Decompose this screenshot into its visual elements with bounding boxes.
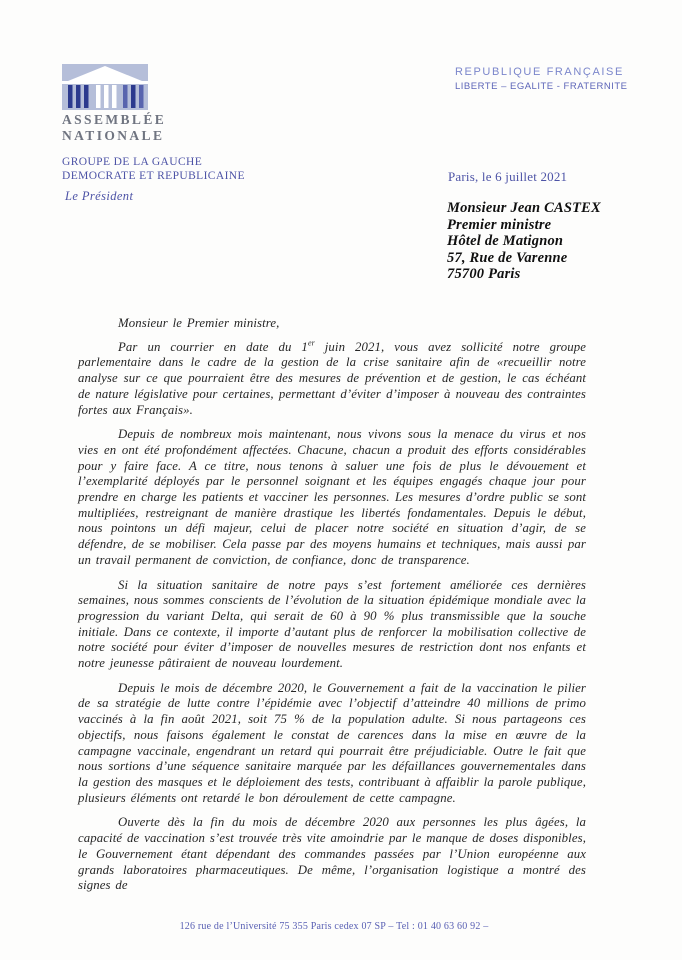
republic-title: REPUBLIQUE FRANÇAISE [455, 66, 624, 78]
recipient-line: Monsieur Jean CASTEX [447, 200, 601, 216]
assembly-name-line1: ASSEMBLÉE [62, 112, 167, 127]
group-name-line2: DEMOCRATE ET REPUBLICAINE [62, 169, 245, 182]
assembly-name [62, 112, 182, 143]
recipient-line: Hôtel de Matignon [447, 233, 564, 249]
letter-body [78, 316, 586, 903]
paragraph-3: Si la situation sanitaire de notre pays s’est fortement améliorée ces dernières semaines, nous sommes conscients de l’évolution de la situation épidémique mondiale avec la progression du variant Delta, qui serait de 60 à 90 % plus transmissible que la souche initiale. Dans ce contexte, il importe d’autant plus de renforcer la mobilisation collective de notre société pour éviter d’imposer de nouvelles mesures de restriction dont nos enfants et notre jeunesse pâtiraient de nouveau lourdement. [78, 577, 586, 671]
paragraph-1-text-continued: juin 2021, vous avez sollicité notre groupe parlementaire dans le cadre de la gestion de la crise sanitaire afin de «recueillir notre analyse sur ce que pourraient être des mesures de prévention et de gestion, le cas échéant de nature législative pour certaines, permettant d’éviter d’imposer à nouveau des contraintes fortes aux Français». [78, 339, 586, 417]
salutation: Monsieur le Premier ministre, [118, 316, 280, 330]
parliamentary-group-name [62, 156, 245, 183]
footer-address: 126 rue de l’Université 75 355 Paris cedex 07 SP – Tel : 01 40 63 60 92 – [179, 921, 489, 932]
recipient-line: 75700 Paris [447, 266, 521, 282]
recipient-line: 57, Rue de Varenne [447, 249, 568, 266]
recipient-line: Premier ministre [447, 216, 552, 233]
paragraph-4: Depuis le mois de décembre 2020, le Gouvernement a fait de la vaccination le pilier de sa stratégie de lutte contre l’épidémie avec l’objectif d’atteindre 40 millions de primo vaccinés à la fin août 2021, soit 75 % de la population adulte. Si nous partageons ces objectifs, nous faisons également le constat de carences dans la mise en œuvre de la campagne vaccinale, engendrant un retard qui pourrait être préjudiciable. Outre le fait que nous sortions d’une séquence sanitaire marquée par les défaillances gouvernementales dans la gestion des masques et le déploiement des tests, contribuant à affaiblir la parole publique, plusieurs éléments ont retardé le bon déroulement de cette campagne. [78, 680, 586, 805]
recipient-address [447, 200, 601, 283]
paragraph-5: Ouverte dès la fin du mois de décembre 2020 aux personnes les plus âgées, la capacité de vaccination s’est trouvée très vite amoindrie par le manque de doses disponibles, le Gouvernement étant dépendant des commandes passées par l’Union européenne aux grands laboratoires pharmaceutiques. De même, l’organisation logistique a montré des signes de [78, 815, 586, 893]
paragraph-1 [78, 340, 586, 419]
letter-date: Paris, le 6 juillet 2021 [448, 169, 568, 184]
paragraph-1-text: Par un courrier en date du 1 [118, 339, 308, 354]
assembly-name-line2: NATIONALE [62, 127, 165, 143]
sender-title: Le Président [65, 189, 134, 203]
assemblee-nationale-building-icon [62, 64, 148, 110]
assemblee-nationale-logo [62, 64, 182, 143]
group-name-line1: GROUPE DE LA GAUCHE [62, 156, 203, 168]
republic-motto: LIBERTE – EGALITE - FRATERNITE [455, 81, 628, 92]
paragraph-2: Depuis de nombreux mois maintenant, nous vivons sous la menace du virus et nos vies en ont été profondément affectées. Chacune, chacun a produit des efforts considérables pour y faire face. A ce titre, nous tenons à saluer une fois de plus le dévouement et l’exemplarité déployés par le personnel soignant et les équipes engagés chaque jour pour prendre en charge les patients et vacciner les personnes. Les mesures d’ordre public se sont multipliées, restreignant de manière drastique les libertés fondamentales. Depuis le début, nous pointons un défi majeur, celui de placer notre société en situation d’agir, de se défendre, de se mobiliser. Cela passe par des moyens humains et techniques, mais aussi par un travail permanent de conviction, de confiance, donc de transparence. [78, 427, 586, 567]
republic-header [455, 66, 628, 92]
ordinal-superscript: er [307, 338, 315, 348]
